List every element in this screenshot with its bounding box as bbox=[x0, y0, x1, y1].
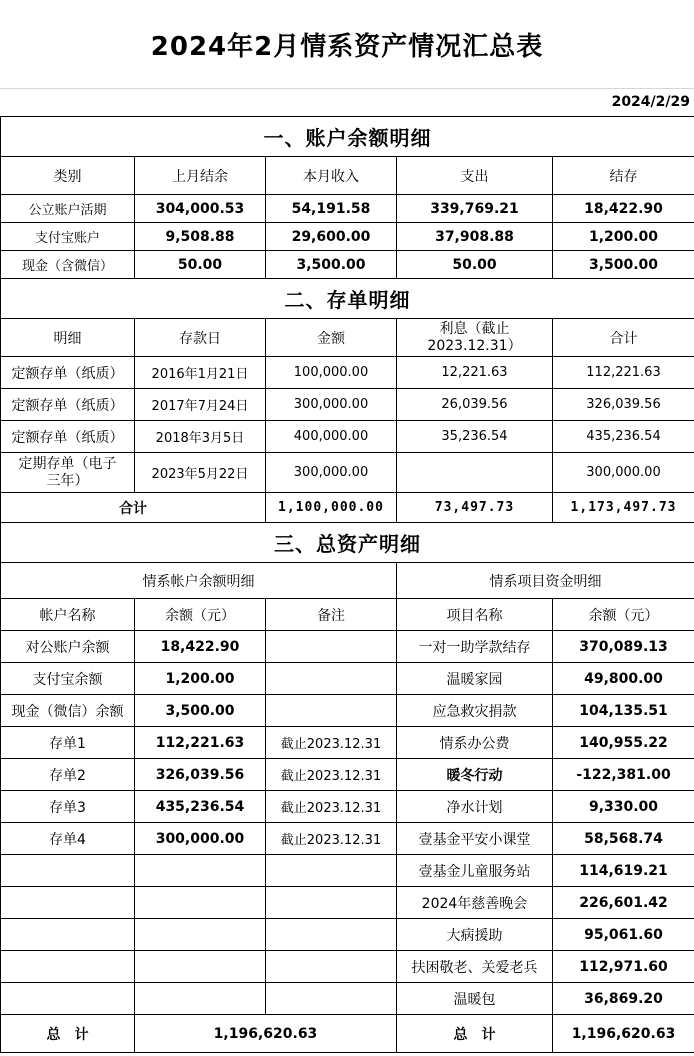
account-name: 对公账户余额 bbox=[1, 631, 135, 663]
empty-cell bbox=[266, 855, 397, 887]
deposit-interest: 35,236.54 bbox=[397, 421, 553, 453]
empty-cell bbox=[266, 983, 397, 1015]
account-name: 支付宝账户 bbox=[1, 223, 135, 251]
account-balance: 300,000.00 bbox=[135, 823, 266, 855]
section1-header-row bbox=[1, 157, 694, 195]
column-header: 余额（元） bbox=[135, 599, 266, 631]
deposit-amount: 100,000.00 bbox=[266, 357, 397, 389]
account-note: 截止2023.12.31 bbox=[266, 791, 397, 823]
project-balance: 114,619.21 bbox=[553, 855, 694, 887]
deposit-type: 定额存单（纸质） bbox=[1, 421, 135, 453]
deposit-date: 2018年3月5日 bbox=[135, 421, 266, 453]
table-row bbox=[1, 695, 694, 727]
account-note: 截止2023.12.31 bbox=[266, 759, 397, 791]
account-name: 现金（含微信） bbox=[1, 251, 135, 279]
column-header: 支出 bbox=[397, 157, 553, 195]
income: 54,191.58 bbox=[266, 195, 397, 223]
total-sum: 1,173,497.73 bbox=[553, 493, 694, 523]
asset-summary-table bbox=[0, 116, 694, 1053]
account-note bbox=[266, 631, 397, 663]
deposit-date: 2017年7月24日 bbox=[135, 389, 266, 421]
account-balance: 435,236.54 bbox=[135, 791, 266, 823]
project-balance: -122,381.00 bbox=[553, 759, 694, 791]
deposit-total-row bbox=[1, 493, 694, 523]
deposit-interest bbox=[397, 453, 553, 493]
project-name: 大病援助 bbox=[397, 919, 553, 951]
table-row bbox=[1, 759, 694, 791]
table-row bbox=[1, 727, 694, 759]
project-name: 2024年慈善晚会 bbox=[397, 887, 553, 919]
table-row bbox=[1, 855, 694, 887]
project-balance: 226,601.42 bbox=[553, 887, 694, 919]
deposit-total: 326,039.56 bbox=[553, 389, 694, 421]
table-row bbox=[1, 631, 694, 663]
empty-cell bbox=[135, 855, 266, 887]
deposit-interest: 26,039.56 bbox=[397, 389, 553, 421]
table-row bbox=[1, 357, 694, 389]
account-note: 截止2023.12.31 bbox=[266, 823, 397, 855]
project-name: 扶困敬老、关爱老兵 bbox=[397, 951, 553, 983]
column-header: 明细 bbox=[1, 319, 135, 357]
prev-balance: 50.00 bbox=[135, 251, 266, 279]
deposit-interest: 12,221.63 bbox=[397, 357, 553, 389]
income: 29,600.00 bbox=[266, 223, 397, 251]
table-row bbox=[1, 195, 694, 223]
project-name: 情系办公费 bbox=[397, 727, 553, 759]
account-balance: 3,500.00 bbox=[135, 695, 266, 727]
project-balance: 49,800.00 bbox=[553, 663, 694, 695]
project-name: 壹基金平安小课堂 bbox=[397, 823, 553, 855]
account-name: 现金（微信）余额 bbox=[1, 695, 135, 727]
deposit-date: 2023年5月22日 bbox=[135, 453, 266, 493]
table-row bbox=[1, 791, 694, 823]
empty-cell bbox=[135, 919, 266, 951]
deposit-date: 2016年1月21日 bbox=[135, 357, 266, 389]
account-note: 截止2023.12.31 bbox=[266, 727, 397, 759]
table-row bbox=[1, 919, 694, 951]
grand-total-row bbox=[1, 1015, 694, 1053]
column-header: 上月结余 bbox=[135, 157, 266, 195]
empty-cell bbox=[135, 887, 266, 919]
grand-total-left: 1,196,620.63 bbox=[135, 1015, 397, 1053]
empty-cell bbox=[135, 951, 266, 983]
table-row bbox=[1, 453, 694, 493]
deposit-amount: 300,000.00 bbox=[266, 389, 397, 421]
table-row bbox=[1, 951, 694, 983]
prev-balance: 9,508.88 bbox=[135, 223, 266, 251]
table-row bbox=[1, 223, 694, 251]
total-label: 合计 bbox=[1, 493, 266, 523]
column-header: 利息（截止2023.12.31） bbox=[397, 319, 553, 357]
empty-cell bbox=[135, 983, 266, 1015]
table-row bbox=[1, 251, 694, 279]
table-row bbox=[1, 389, 694, 421]
account-balance: 326,039.56 bbox=[135, 759, 266, 791]
column-header: 项目名称 bbox=[397, 599, 553, 631]
page-title: 2024年2月情系资产情况汇总表 bbox=[150, 31, 544, 62]
account-name: 支付宝余额 bbox=[1, 663, 135, 695]
project-balance: 112,971.60 bbox=[553, 951, 694, 983]
project-name: 暖冬行动 bbox=[397, 759, 553, 791]
account-name: 存单3 bbox=[1, 791, 135, 823]
empty-cell bbox=[1, 951, 135, 983]
divider bbox=[0, 88, 694, 89]
right-panel-title: 情系项目资金明细 bbox=[397, 563, 694, 599]
column-header: 备注 bbox=[266, 599, 397, 631]
project-name: 应急救灾捐款 bbox=[397, 695, 553, 727]
empty-cell bbox=[1, 887, 135, 919]
project-balance: 58,568.74 bbox=[553, 823, 694, 855]
section1-heading: 一、账户余额明细 bbox=[1, 117, 694, 157]
report-date: 2024/2/29 bbox=[611, 94, 690, 110]
column-header: 本月收入 bbox=[266, 157, 397, 195]
account-note bbox=[266, 695, 397, 727]
section2-heading: 二、存单明细 bbox=[1, 279, 694, 319]
income: 3,500.00 bbox=[266, 251, 397, 279]
empty-cell bbox=[266, 887, 397, 919]
grand-total-right: 1,196,620.63 bbox=[553, 1015, 694, 1053]
total-interest: 73,497.73 bbox=[397, 493, 553, 523]
project-balance: 95,061.60 bbox=[553, 919, 694, 951]
empty-cell bbox=[1, 855, 135, 887]
expense: 37,908.88 bbox=[397, 223, 553, 251]
account-name: 存单4 bbox=[1, 823, 135, 855]
deposit-total: 300,000.00 bbox=[553, 453, 694, 493]
project-name: 一对一助学款结存 bbox=[397, 631, 553, 663]
deposit-amount: 300,000.00 bbox=[266, 453, 397, 493]
column-header: 帐户名称 bbox=[1, 599, 135, 631]
column-header: 合计 bbox=[553, 319, 694, 357]
account-name: 存单1 bbox=[1, 727, 135, 759]
account-balance: 112,221.63 bbox=[135, 727, 266, 759]
section2-header-row bbox=[1, 319, 694, 357]
column-header: 金额 bbox=[266, 319, 397, 357]
project-name: 壹基金儿童服务站 bbox=[397, 855, 553, 887]
column-header: 余额（元） bbox=[553, 599, 694, 631]
table-row bbox=[1, 983, 694, 1015]
column-header: 结存 bbox=[553, 157, 694, 195]
empty-cell bbox=[266, 951, 397, 983]
deposit-type: 定额存单（纸质） bbox=[1, 389, 135, 421]
deposit-type: 定额存单（纸质） bbox=[1, 357, 135, 389]
section3-subheader-row bbox=[1, 563, 694, 599]
project-balance: 36,869.20 bbox=[553, 983, 694, 1015]
empty-cell bbox=[1, 919, 135, 951]
project-balance: 140,955.22 bbox=[553, 727, 694, 759]
balance: 3,500.00 bbox=[553, 251, 694, 279]
grand-total-label: 总 计 bbox=[397, 1015, 553, 1053]
project-name: 净水计划 bbox=[397, 791, 553, 823]
empty-cell bbox=[1, 983, 135, 1015]
table-row bbox=[1, 887, 694, 919]
table-row bbox=[1, 663, 694, 695]
balance: 1,200.00 bbox=[553, 223, 694, 251]
account-balance: 18,422.90 bbox=[135, 631, 266, 663]
column-header: 存款日 bbox=[135, 319, 266, 357]
project-name: 温暖家园 bbox=[397, 663, 553, 695]
table-row bbox=[1, 823, 694, 855]
account-name: 存单2 bbox=[1, 759, 135, 791]
left-panel-title: 情系帐户余额明细 bbox=[1, 563, 397, 599]
total-amount: 1,100,000.00 bbox=[266, 493, 397, 523]
project-balance: 104,135.51 bbox=[553, 695, 694, 727]
expense: 339,769.21 bbox=[397, 195, 553, 223]
account-balance: 1,200.00 bbox=[135, 663, 266, 695]
deposit-total: 435,236.54 bbox=[553, 421, 694, 453]
expense: 50.00 bbox=[397, 251, 553, 279]
balance: 18,422.90 bbox=[553, 195, 694, 223]
prev-balance: 304,000.53 bbox=[135, 195, 266, 223]
account-note bbox=[266, 663, 397, 695]
project-balance: 370,089.13 bbox=[553, 631, 694, 663]
account-name: 公立账户活期 bbox=[1, 195, 135, 223]
section3-header-row bbox=[1, 599, 694, 631]
section3-heading: 三、总资产明细 bbox=[1, 523, 694, 563]
project-name: 温暖包 bbox=[397, 983, 553, 1015]
deposit-total: 112,221.63 bbox=[553, 357, 694, 389]
deposit-amount: 400,000.00 bbox=[266, 421, 397, 453]
table-row bbox=[1, 421, 694, 453]
deposit-type: 定期存单（电子三年） bbox=[1, 453, 135, 493]
empty-cell bbox=[266, 919, 397, 951]
column-header: 类别 bbox=[1, 157, 135, 195]
project-balance: 9,330.00 bbox=[553, 791, 694, 823]
grand-total-label: 总 计 bbox=[1, 1015, 135, 1053]
